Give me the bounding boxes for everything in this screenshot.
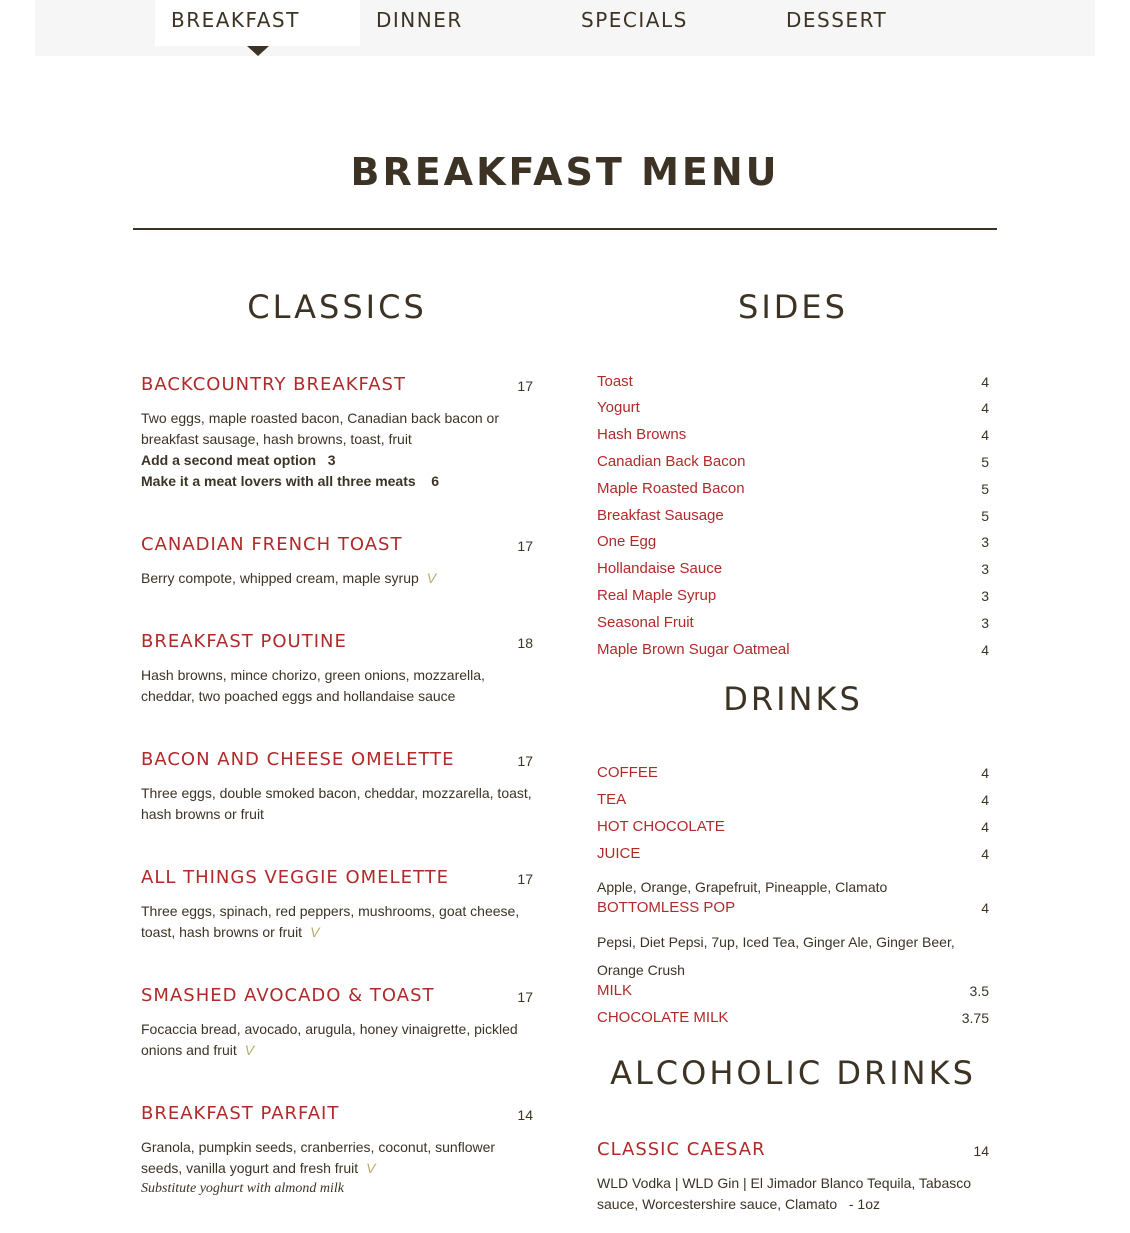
menu-item-description: Three eggs, double smoked bacon, cheddar, mozzarella, toast, hash browns or fruit xyxy=(141,785,532,822)
drink-item-price: 4 xyxy=(981,846,989,862)
drink-item-price: 4 xyxy=(981,900,989,916)
side-item-price: 5 xyxy=(981,454,989,470)
section-title-alcoholic-drinks: ALCOHOLIC DRINKS xyxy=(610,1054,976,1092)
vegetarian-badge: V xyxy=(366,1160,376,1176)
menu-item-price: 18 xyxy=(517,635,533,651)
side-item-price: 3 xyxy=(981,534,989,550)
side-item-price: 4 xyxy=(981,427,989,443)
menu-item-description: Three eggs, spinach, red peppers, mushrooms, goat cheese, toast, hash browns or fruit V xyxy=(141,903,520,940)
menu-item-price: 17 xyxy=(517,378,533,394)
menu-item-name: BACON AND CHEESE OMELETTE xyxy=(141,749,455,770)
menu-item-description: Focaccia bread, avocado, arugula, honey vinaigrette, pickled onions and fruit V xyxy=(141,1021,518,1058)
vegetarian-badge: V xyxy=(244,1042,255,1058)
drink-item-price: 4 xyxy=(981,819,989,835)
tab-dinner[interactable]: DINNER xyxy=(376,8,463,32)
menu-item-name: SMASHED AVOCADO & TOAST xyxy=(141,985,435,1006)
tab-dessert[interactable]: DESSERT xyxy=(786,8,888,32)
side-item-name: Hollandaise Sauce xyxy=(597,560,723,577)
menu-item-description: Granola, pumpkin seeds, cranberries, coconut, sunflower seeds, vanilla yogurt and fresh fruit V xyxy=(141,1139,496,1176)
side-item-price: 3 xyxy=(981,561,989,577)
side-item-price: 3 xyxy=(981,615,989,631)
menu-item-name: BACKCOUNTRY BREAKFAST xyxy=(141,374,406,395)
drink-item-price: 3.5 xyxy=(969,983,989,999)
menu-item-extra: Make it a meat lovers with all three meats 6 xyxy=(141,473,440,489)
drink-item-name: CHOCOLATE MILK xyxy=(597,1009,729,1026)
drink-item-name: TEA xyxy=(597,791,627,808)
drink-item-price: 3.75 xyxy=(961,1010,989,1026)
menu-item-price: 14 xyxy=(517,1107,533,1123)
menu-item-name: CANADIAN FRENCH TOAST xyxy=(141,534,403,555)
menu-item-description: Two eggs, maple roasted bacon, Canadian back bacon or breakfast sausage, hash browns, toast, fruit xyxy=(141,410,500,447)
menu-item-name: CLASSIC CAESAR xyxy=(597,1139,766,1160)
section-title-drinks: DRINKS xyxy=(723,680,863,718)
menu-item-name: ALL THINGS VEGGIE OMELETTE xyxy=(141,867,449,888)
menu-item-description: Berry compote, whipped cream, maple syrup V xyxy=(141,570,437,586)
vegetarian-badge: V xyxy=(426,570,437,586)
side-item-price: 5 xyxy=(981,508,989,524)
menu-item-price: 17 xyxy=(517,753,533,769)
side-item-name: One Egg xyxy=(597,533,657,550)
side-item-name: Real Maple Syrup xyxy=(597,587,717,604)
drink-item-price: 4 xyxy=(981,765,989,781)
drink-item-price: 4 xyxy=(981,792,989,808)
tab-breakfast[interactable]: BREAKFAST xyxy=(155,0,360,46)
drink-item-name: HOT CHOCOLATE xyxy=(597,818,725,835)
side-item-price: 5 xyxy=(981,481,989,497)
section-title-sides: SIDES xyxy=(738,288,848,326)
side-item-name: Canadian Back Bacon xyxy=(597,453,746,470)
drink-item-name: COFFEE xyxy=(597,764,658,781)
menu-item-description: WLD Vodka | WLD Gin | El Jimador Blanco Tequila, Tabasco sauce, Worcestershire sauce, Clamato - 1oz xyxy=(597,1175,972,1212)
juice-description: Apple, Orange, Grapefruit, Pineapple, Clamato xyxy=(597,879,888,895)
side-item-price: 4 xyxy=(981,642,989,658)
title-divider xyxy=(133,228,997,230)
drink-item-name: MILK xyxy=(597,982,633,999)
side-item-name: Maple Brown Sugar Oatmeal xyxy=(597,641,790,658)
menu-item-price: 17 xyxy=(517,538,533,554)
drink-item-name: BOTTOMLESS POP xyxy=(597,899,736,916)
vegetarian-badge: V xyxy=(310,924,320,940)
page-title: BREAKFAST MENU xyxy=(350,150,780,194)
section-title-classics: CLASSICS xyxy=(247,288,427,326)
menu-item-extra: Add a second meat option 3 xyxy=(141,452,336,468)
menu-item-description: Hash browns, mince chorizo, green onions, mozzarella, cheddar, two poached eggs and hollandaise sauce xyxy=(141,667,485,704)
active-tab-caret-icon xyxy=(247,46,269,56)
pop-description: Pepsi, Diet Pepsi, 7up, Iced Tea, Ginger Ale, Ginger Beer, Orange Crush xyxy=(597,934,955,978)
side-item-name: Breakfast Sausage xyxy=(597,507,724,524)
side-item-name: Maple Roasted Bacon xyxy=(597,480,745,497)
tab-specials[interactable]: SPECIALS xyxy=(581,8,688,32)
menu-item-price: 17 xyxy=(517,871,533,887)
side-item-name: Toast xyxy=(597,373,633,390)
side-item-name: Seasonal Fruit xyxy=(597,614,694,631)
menu-item-name: BREAKFAST PARFAIT xyxy=(141,1103,340,1124)
drink-item-name: JUICE xyxy=(597,845,641,862)
side-item-price: 4 xyxy=(981,374,989,390)
side-item-price: 4 xyxy=(981,400,989,416)
side-item-name: Yogurt xyxy=(597,399,640,416)
menu-tab-bar xyxy=(35,0,1095,56)
menu-item-note: Substitute yoghurt with almond milk xyxy=(141,1181,344,1196)
menu-item-name: BREAKFAST POUTINE xyxy=(141,631,347,652)
menu-item-price: 17 xyxy=(517,989,533,1005)
side-item-name: Hash Browns xyxy=(597,426,687,443)
menu-item-price: 14 xyxy=(973,1143,989,1159)
side-item-price: 3 xyxy=(981,588,989,604)
